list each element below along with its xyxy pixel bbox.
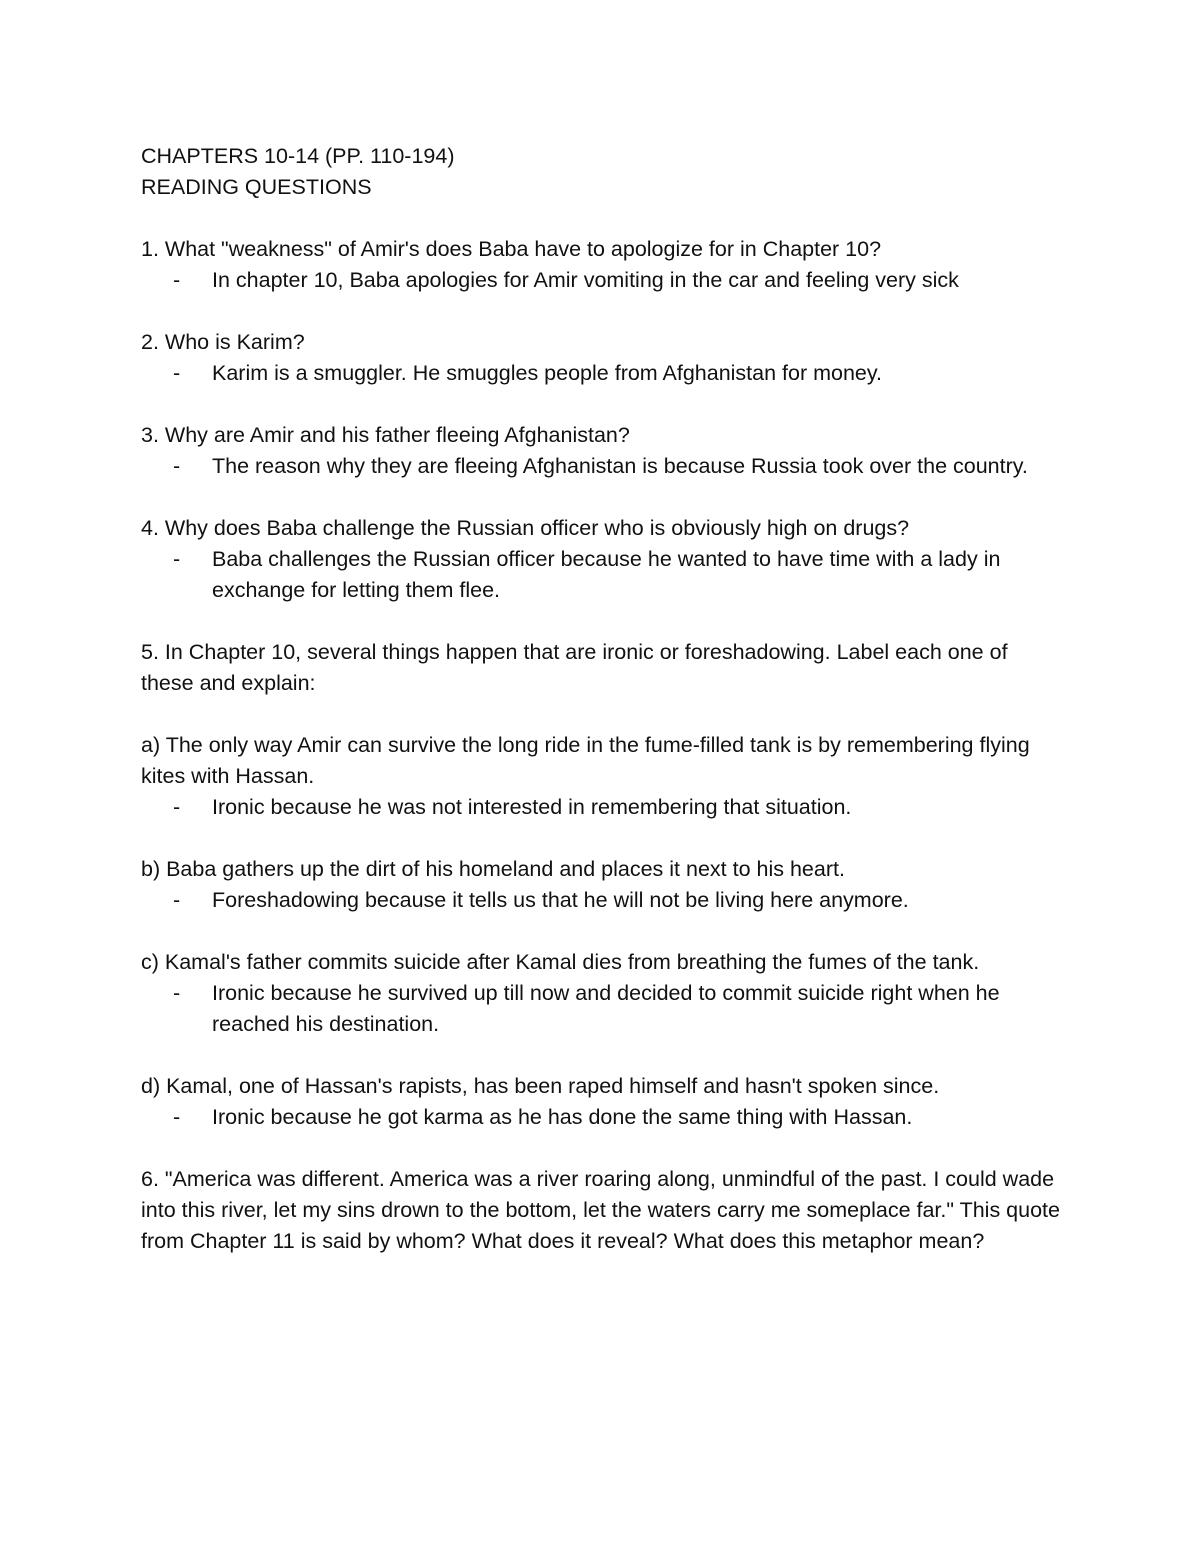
question-5d-text: d) Kamal, one of Hassan's rapists, has been raped himself and hasn't spoken since.	[141, 1074, 940, 1098]
question-2-answer	[141, 358, 1061, 389]
answer-text: Ironic because he got karma as he has done the same thing with Hassan.	[212, 1105, 913, 1129]
answer-text: Ironic because he was not interested in remembering that situation.	[212, 795, 852, 819]
question-5	[141, 637, 1061, 1133]
dash-bullet-icon: -	[173, 888, 181, 912]
question-4-text: 4. Why does Baba challenge the Russian officer who is obviously high on drugs?	[141, 516, 910, 540]
question-1	[141, 234, 1061, 296]
answer-text: The reason why they are fleeing Afghanistan is because Russia took over the country.	[212, 454, 1028, 478]
dash-bullet-icon: -	[173, 547, 181, 571]
question-5-text: 5. In Chapter 10, several things happen that are ironic or foreshadowing. Label each one of these and explain:	[141, 640, 1008, 695]
dash-bullet-icon: -	[173, 795, 181, 819]
question-6-text: 6. "America was different. America was a river roaring along, unmindful of the past. I could wade into this river, let my sins drown to the bottom, let the waters carry me someplace far." This quote from Chapter 11 is said by whom? What does it reveal? What does this metaphor mean?	[141, 1167, 1060, 1253]
question-1-answer	[141, 265, 1061, 296]
answer-text: Foreshadowing because it tells us that he will not be living here anymore.	[212, 888, 909, 912]
question-4	[141, 513, 1061, 606]
answer-text: Ironic because he survived up till now and decided to commit suicide right when he reached his destination.	[212, 981, 1000, 1036]
question-6	[141, 1164, 1061, 1257]
dash-bullet-icon: -	[173, 268, 181, 292]
document-title: CHAPTERS 10-14 (PP. 110-194)	[141, 144, 455, 168]
dash-bullet-icon: -	[173, 361, 181, 385]
document-subtitle: READING QUESTIONS	[141, 175, 372, 199]
answer-text: In chapter 10, Baba apologies for Amir vomiting in the car and feeling very sick	[212, 268, 959, 292]
question-5c-answer	[141, 978, 1061, 1040]
answer-text: Karim is a smuggler. He smuggles people from Afghanistan for money.	[212, 361, 883, 385]
document-page	[141, 141, 1061, 1288]
question-5c-text: c) Kamal's father commits suicide after Kamal dies from breathing the fumes of the tank.	[141, 950, 980, 974]
question-1-text: 1. What "weakness" of Amir's does Baba have to apologize for in Chapter 10?	[141, 237, 882, 261]
question-3-answer	[141, 451, 1061, 482]
question-5b-text: b) Baba gathers up the dirt of his homeland and places it next to his heart.	[141, 857, 845, 881]
question-5b-answer	[141, 885, 1061, 916]
question-5a-answer	[141, 792, 1061, 823]
question-2	[141, 327, 1061, 389]
question-3	[141, 420, 1061, 482]
answer-text: Baba challenges the Russian officer because he wanted to have time with a lady in exchange for letting them flee.	[212, 547, 1001, 602]
question-4-answer	[141, 544, 1061, 606]
question-5a-text: a) The only way Amir can survive the long ride in the fume-filled tank is by remembering flying kites with Hassan.	[141, 733, 1030, 788]
dash-bullet-icon: -	[173, 981, 181, 1005]
dash-bullet-icon: -	[173, 1105, 181, 1129]
question-3-text: 3. Why are Amir and his father fleeing Afghanistan?	[141, 423, 630, 447]
question-2-text: 2. Who is Karim?	[141, 330, 305, 354]
dash-bullet-icon: -	[173, 454, 181, 478]
question-5d-answer	[141, 1102, 1061, 1133]
